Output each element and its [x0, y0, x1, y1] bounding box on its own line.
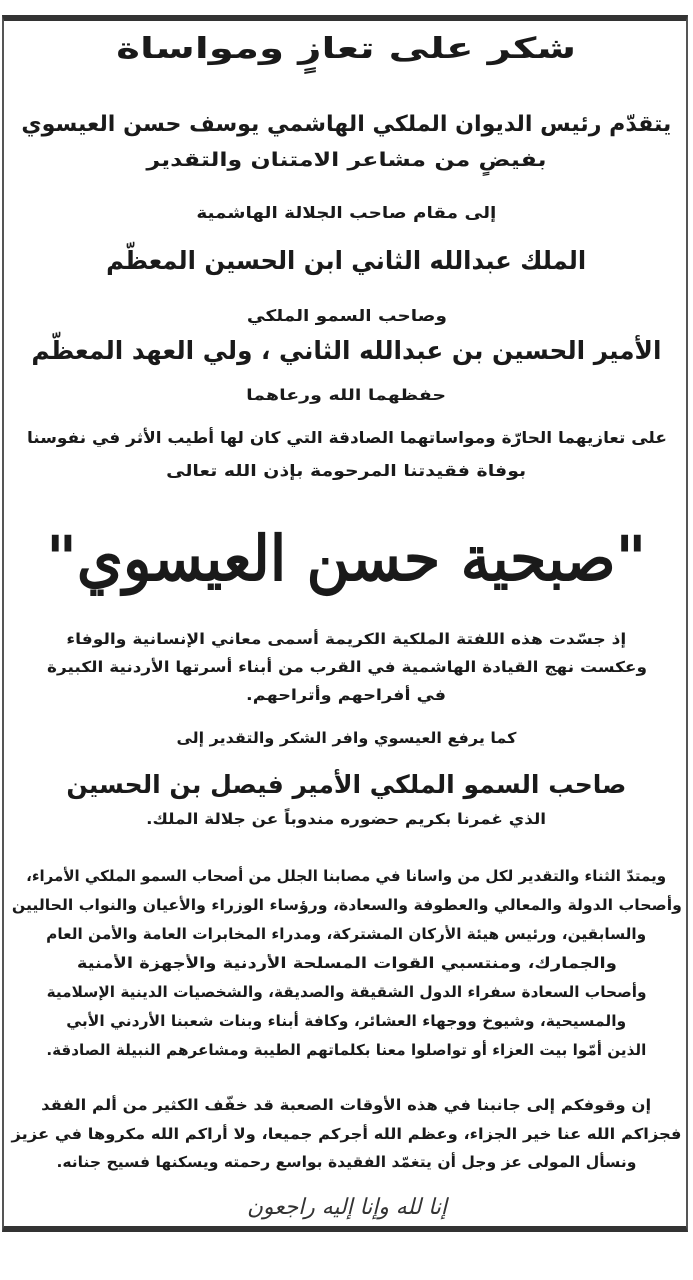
thanks-line: والجمارك، ومنتسبي القوات المسلحة الأردنية والأجهزة الأمنية — [76, 954, 617, 972]
faisal-note: الذي غمرنا بكريم حضوره مندوباً عن جلالة الملك. — [146, 810, 547, 828]
blessing: حفظهما الله ورعاهما — [246, 386, 447, 404]
condolence-line: بوفاة فقيدتنا المرحومة بإذن الله تعالى — [166, 461, 527, 480]
intro-line: يتقدّم رئيس الديوان الملكي الهاشمي يوسف حسن العيسوي — [21, 112, 672, 137]
faisal-name: صاحب السمو الملكي الأمير فيصل بن الحسين — [66, 770, 627, 799]
crown-prince-name: الأمير الحسين بن عبدالله الثاني ، ولي العهد المعظّم — [31, 336, 662, 365]
gesture-line: في أفراحهم وأتراحهم. — [246, 686, 447, 704]
gesture-line: إذ جسّدت هذه اللفتة الملكية الكريمة أسمى معاني الإنسانية والوفاء — [66, 630, 627, 648]
king-name: الملك عبدالله الثاني ابن الحسين المعظّم — [106, 246, 587, 275]
thanks-line: والسابقين، ورئيس هيئة الأركان المشتركة، ومدراء المخابرات العامة والأمن العام — [46, 925, 647, 943]
thanks-line: والمسيحية، وشيوخ ووجهاء العشائر، وكافة أبناء وبنات شعبنا الأردني الأبي — [66, 1012, 627, 1030]
thanks-line: وأصحاب الدولة والمعالي والعطوفة والسعادة، ورؤساء الوزراء والأعيان والنواب الحاليين — [11, 896, 682, 914]
crown-prince-prefix: وصاحب السمو الملكي — [246, 306, 447, 325]
condolence-line: على تعازيهما الحارّة ومواساتهما الصادقة التي كان لها أطيب الأثر في نفوسنا — [26, 428, 667, 447]
closing-line: إن وقوفكم إلى جانبنا في هذه الأوقات الصعبة قد خفّف الكثير من ألم الفقد — [41, 1096, 652, 1114]
thanks-line: ويمتدّ الثناء والتقدير لكل من واسانا في مصابنا الجلل من أصحاب السمو الملكي الأمراء، — [26, 867, 667, 885]
thanks-line: الذين أمّوا بيت العزاء أو تواصلوا معنا بكلماتهم الطيبة ومشاعرهم النبيلة الصادقة. — [46, 1041, 647, 1059]
faisal-prefix: كما يرفع العيسوي وافر الشكر والتقدير إلى — [176, 729, 517, 747]
gesture-line: وعكست نهج القيادة الهاشمية في القرب من أبناء أسرتها الأردنية الكبيرة — [46, 658, 647, 676]
announcement-title: شكر على تعازٍ ومواساة — [116, 31, 577, 65]
intro-line: بفيضٍ من مشاعر الامتنان والتقدير — [146, 149, 547, 171]
closing-line: فجزاكم الله عنا خير الجزاء، وعظم الله أجركم جميعا، ولا أراكم الله مكروها في عزيز — [11, 1125, 682, 1143]
deceased-name: "صبحية حسن العيسوي" — [46, 522, 647, 595]
closing-line: ونسأل المولى عز وجل أن يتغمّد الفقيدة بواسع رحمته ويسكنها فسيح جنانه. — [56, 1153, 637, 1171]
king-prefix: إلى مقام صاحب الجلالة الهاشمية — [196, 203, 497, 222]
quran-verse-calligraphy: إنا لله وإنا إليه راجعون — [246, 1195, 447, 1220]
thanks-line: وأصحاب السعادة سفراء الدول الشقيقة والصديقة، والشخصيات الدينية الإسلامية — [46, 983, 647, 1001]
